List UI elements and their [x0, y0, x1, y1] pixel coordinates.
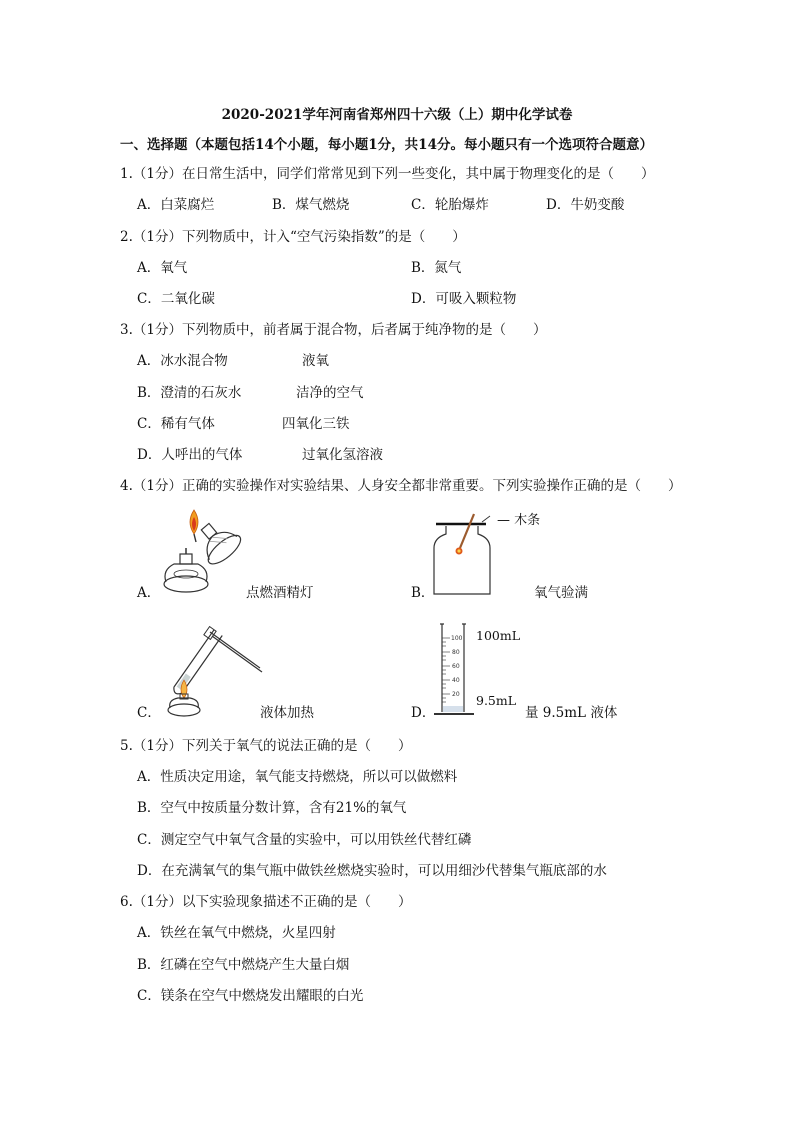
q3-option-c: C．稀有气体: [137, 416, 215, 432]
q1-option-a: A．白菜腐烂: [137, 197, 215, 213]
q4-option-d-caption: 量 9.5mL 液体: [525, 705, 618, 721]
q5-option-d: D．在充满氧气的集气瓶中做铁丝燃烧实验时，可以用细沙代替集气瓶底部的水: [137, 863, 607, 879]
alcohol-lamp-lighting-figure: [160, 508, 250, 598]
q3-option-a-value: 液氧: [302, 353, 329, 369]
q2-option-d: D．可吸入颗粒物: [411, 291, 517, 307]
q5-option-c: C．测定空气中氧气含量的实验中，可以用铁丝代替红磷: [137, 832, 472, 848]
q3-option-d: D．人呼出的气体: [137, 447, 243, 463]
question-5-stem: 5.（1分）下列关于氧气的说法正确的是（ ）: [120, 738, 412, 754]
cyl-tick-40: 40: [452, 677, 460, 684]
q2-option-b: B．氮气: [411, 260, 462, 276]
dash-mark: —: [497, 513, 515, 528]
q1-option-c: C．轮胎爆炸: [411, 197, 489, 213]
wooden-stick-label: 木条: [514, 513, 541, 528]
q5-option-a: A．性质决定用途，氧气能支持燃烧，所以可以做燃料: [137, 769, 458, 785]
q2-option-c: C．二氧化碳: [137, 291, 215, 307]
q4-option-d-letter: D．: [411, 705, 436, 721]
q3-option-c-value: 四氧化三铁: [282, 416, 350, 432]
question-2-stem: 2.（1分）下列物质中，计入“空气污染指数”的是（ ）: [120, 229, 466, 245]
exam-title: 2020-2021学年河南省郑州四十六级（上）期中化学试卷: [221, 107, 573, 123]
q2-option-a: A．氧气: [137, 260, 188, 276]
section-heading: 一、选择题（本题包括14个小题，每小题1分，共14分。每小题只有一个选项符合题意）: [120, 137, 653, 153]
q6-option-a: A．铁丝在氧气中燃烧，火星四射: [137, 925, 336, 941]
question-3-stem: 3.（1分）下列物质中，前者属于混合物，后者属于纯净物的是（ ）: [120, 322, 547, 338]
q4-option-b-caption: 氧气验满: [534, 585, 588, 601]
question-1-stem: 1.（1分）在日常生活中，同学们常常见到下列一些变化，其中属于物理变化的是（ ）: [120, 166, 655, 182]
q4-option-c-letter: C．: [137, 705, 161, 721]
q1-option-d: D．牛奶变酸: [546, 197, 625, 213]
q5-option-b: B．空气中按质量分数计算，含有21%的氧气: [137, 800, 407, 816]
cyl-tick-80: 80: [452, 649, 460, 656]
q3-option-b: B．澄清的石灰水: [137, 385, 242, 401]
q1-option-b: B．煤气燃烧: [272, 197, 350, 213]
graduated-cylinder-figure: [430, 620, 478, 720]
q6-option-b: B．红磷在空气中燃烧产生大量白烟: [137, 957, 350, 973]
q4-option-b-letter: B．: [411, 585, 435, 601]
q4-option-c-caption: 液体加热: [260, 705, 314, 721]
question-6-stem: 6.（1分）以下实验现象描述不正确的是（ ）: [120, 894, 412, 910]
test-tube-heating-figure: [160, 620, 270, 720]
q4-option-b-fig-label: [497, 512, 540, 530]
q4-option-a-letter: A．: [137, 585, 161, 601]
cyl-tick-100: 100: [451, 635, 463, 642]
cyl-tick-60: 60: [452, 663, 460, 670]
question-4-stem: 4.（1分）正确的实验操作对实验结果、人身安全都非常重要。下列实验操作正确的是（ ）: [120, 478, 682, 494]
q3-option-d-value: 过氧化氢溶液: [302, 447, 383, 463]
q4-option-d-top-label: 100mL: [476, 628, 521, 643]
q3-option-a: A．冰水混合物: [137, 353, 228, 369]
q4-option-d-bottom-label: 9.5mL: [476, 693, 517, 708]
cyl-tick-20: 20: [452, 691, 460, 698]
q4-option-a-caption: 点燃酒精灯: [246, 585, 314, 601]
q6-option-c: C．镁条在空气中燃烧发出耀眼的白光: [137, 988, 364, 1004]
q3-option-b-value: 洁净的空气: [296, 385, 364, 401]
